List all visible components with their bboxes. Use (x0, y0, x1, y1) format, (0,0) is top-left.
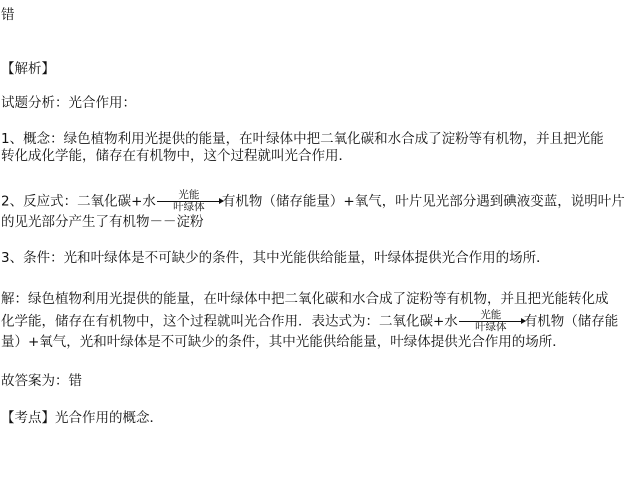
analysis-header: 【解析】 (1, 61, 55, 77)
reaction-arrow-bar (157, 201, 221, 202)
solution-line2-after: 有机物（储存能 (523, 313, 619, 330)
reaction-condition-top: 光能 (178, 189, 200, 201)
final-answer: 故答案为：错 (1, 373, 82, 389)
point2-after: 有机物（储存能量）+氧气，叶片见光部分遇到碘液变蓝，说明叶片 (221, 193, 625, 210)
reaction-arrow (157, 190, 221, 213)
reaction-condition-bottom: 叶绿体 (173, 201, 205, 213)
point2-line2: 的见光部分产生了有机物－－淀粉 (1, 214, 204, 230)
solution-line1: 解：绿色植物利用光提供的能量，在叶绿体中把二氧化碳和水合成了淀粉等有机物，并且把光能转化成 (1, 291, 609, 307)
analysis-intro: 试题分析：光合作用： (1, 95, 136, 111)
kaodian-text: 光合作用的概念． (55, 410, 163, 426)
point3: 3、条件：光和叶绿体是不可缺少的条件，其中光能供给能量，叶绿体提供光合作用的场所． (1, 250, 550, 266)
solution-condition-top: 光能 (480, 309, 502, 321)
point2-line1 (1, 190, 625, 213)
solution-reaction-arrow (459, 310, 523, 333)
kaodian (1, 409, 163, 427)
solution-line2 (1, 310, 618, 333)
solution-line2-before: 化学能，储存在有机物中，这个过程就叫光合作用．表达式为：二氧化碳+水 (1, 313, 458, 330)
solution-arrow-bar (459, 321, 523, 322)
solution-line3: 量）+氧气，光和叶绿体是不可缺少的条件，其中光能供给能量，叶绿体提供光合作用的场所． (1, 334, 566, 350)
point2-before: 2、反应式：二氧化碳+水 (1, 193, 156, 210)
solution-condition-bottom: 叶绿体 (475, 321, 507, 333)
point1-line2: 转化成化学能，储存在有机物中，这个过程就叫光合作用． (1, 148, 352, 164)
point1-line1: 1、概念：绿色植物利用光提供的能量，在叶绿体中把二氧化碳和水合成了淀粉等有机物，并且把光能 (1, 131, 604, 147)
kaodian-label: 【考点】 (1, 410, 55, 426)
answer-top: 错 (1, 7, 15, 23)
